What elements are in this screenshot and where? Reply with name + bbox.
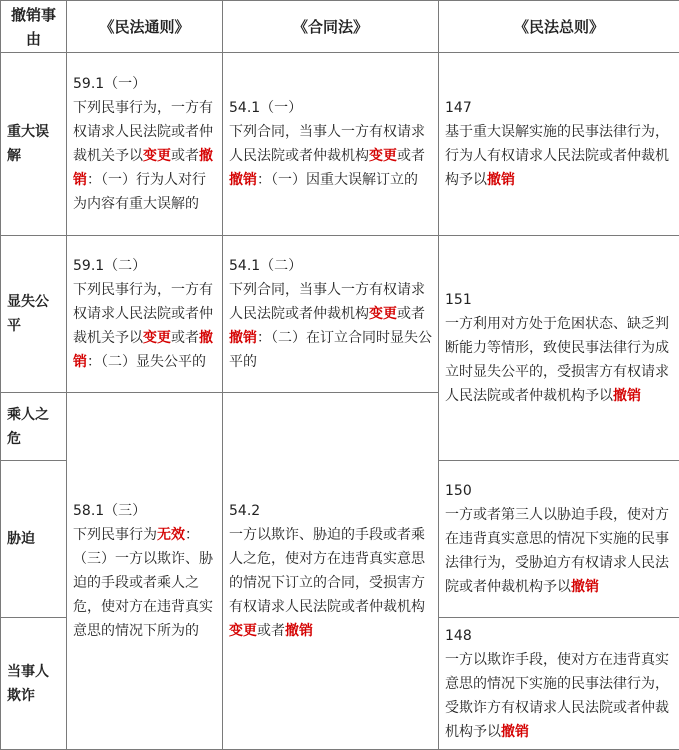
highlight-modify: 变更 xyxy=(369,148,397,164)
article-number: 54.1（二） xyxy=(229,258,303,274)
provision-text: 下列民事行为，一方有权请求人民法院或者仲裁机关予以 xyxy=(73,100,213,164)
cell-coercion-general-provisions xyxy=(439,461,679,618)
provision-text: 或者 xyxy=(257,623,285,639)
provision-text: ：（一）因重大误解订立的 xyxy=(257,172,418,188)
provision-text: ：（三）一方以欺诈、胁迫的手段或者乘人之危，使对方在违背真实意思的情况下所为的 xyxy=(73,527,213,639)
highlight-revoke: 撤销 xyxy=(571,579,599,595)
provision-text: ：（二）在订立合同时显失公平的 xyxy=(229,330,432,370)
provision-text: 下列合同，当事人一方有权请求人民法院或者仲裁机构 xyxy=(229,124,425,164)
provision-text: 一方利用对方处于危困状态、缺乏判断能力等情形，致使民事法律行为成立时显失公平的，受损害方有权请求人民法院或者仲裁机构予以 xyxy=(445,316,669,404)
provision-text: 或者 xyxy=(171,148,199,164)
article-number: 148 xyxy=(445,627,472,644)
highlight-revoke: 撤销 xyxy=(613,388,641,404)
article-number: 59.1（二） xyxy=(73,258,147,274)
cell-major-mistake-contract-law xyxy=(223,53,439,236)
article-number: 147 xyxy=(445,100,472,116)
row-major-mistake xyxy=(1,53,679,236)
highlight-revoke: 撤销 xyxy=(229,172,257,188)
provision-text: 或者 xyxy=(171,330,199,346)
highlight-revoke: 撤销 xyxy=(73,148,213,188)
row-label-party-fraud: 当事人欺诈 xyxy=(1,618,67,750)
provision-text: ：（二）显失公平的 xyxy=(87,354,206,370)
row-label-coercion: 胁迫 xyxy=(1,461,67,618)
cell-coercion-contract-law xyxy=(223,393,439,750)
header-row xyxy=(1,1,679,53)
header-civil-law-general-principles: 《民法通则》 xyxy=(67,1,223,53)
row-label-taking-advantage: 乘人之危 xyxy=(1,393,67,461)
header-revocation-reason: 撤销事由 xyxy=(1,1,67,53)
row-label-major-mistake: 重大误解 xyxy=(1,53,67,236)
highlight-revoke: 撤销 xyxy=(73,330,213,370)
highlight-modify: 变更 xyxy=(229,623,257,639)
highlight-revoke: 撤销 xyxy=(501,723,529,740)
article-number: 54.2 xyxy=(229,503,261,519)
provision-text: 一方以欺诈手段，使对方在违背真实意思的情况下实施的民事法律行为，受欺诈方有权请求人民法院或者仲裁机构予以 xyxy=(445,651,669,740)
article-number: 54.1（一） xyxy=(229,100,303,116)
row-label-obvious-unfairness: 显失公平 xyxy=(1,236,67,393)
cell-major-mistake-general-provisions xyxy=(439,53,679,236)
header-general-provisions: 《民法总则》 xyxy=(439,1,679,53)
provision-text: 下列民事行为 xyxy=(73,527,157,543)
cell-coercion-civil-law xyxy=(67,393,223,750)
row-obvious-unfairness xyxy=(1,236,679,393)
highlight-revoke: 撤销 xyxy=(229,330,257,346)
highlight-revoke: 撤销 xyxy=(487,172,515,188)
header-contract-law: 《合同法》 xyxy=(223,1,439,53)
provision-text: 下列合同，当事人一方有权请求人民法院或者仲裁机构 xyxy=(229,282,425,322)
cell-party-fraud-general-provisions xyxy=(439,618,679,750)
article-number: 59.1（一） xyxy=(73,76,147,92)
provision-text: 或者 xyxy=(397,306,425,322)
cell-major-mistake-civil-law xyxy=(67,53,223,236)
highlight-modify: 变更 xyxy=(369,306,397,322)
cell-obvious-unfairness-civil-law xyxy=(67,236,223,393)
provision-text: 一方以欺诈、胁迫的手段或者乘人之危，使对方在违背真实意思的情况下订立的合同，受损害方有权请求人民法院或者仲裁机构 xyxy=(229,527,425,615)
article-number: 150 xyxy=(445,483,472,499)
article-number: 151 xyxy=(445,292,472,308)
cell-obvious-unfairness-contract-law xyxy=(223,236,439,393)
highlight-void: 无效 xyxy=(157,527,185,543)
highlight-revoke: 撤销 xyxy=(285,623,313,639)
provision-text: 基于重大误解实施的民事法律行为，行为人有权请求人民法院或者仲裁机构予以 xyxy=(445,124,669,188)
cell-obvious-unfairness-general-provisions xyxy=(439,236,679,461)
provision-text: 一方或者第三人以胁迫手段，使对方在违背真实意思的情况下实施的民事法律行为，受胁迫方有权请求人民法院或者仲裁机构予以 xyxy=(445,507,669,595)
highlight-modify: 变更 xyxy=(143,148,171,164)
provision-text: ：（一）行为人对行为内容有重大误解的 xyxy=(73,172,206,212)
article-number: 58.1（三） xyxy=(73,503,147,519)
provision-text: 下列民事行为，一方有权请求人民法院或者仲裁机关予以 xyxy=(73,282,213,346)
provision-text: 或者 xyxy=(397,148,425,164)
highlight-modify: 变更 xyxy=(143,330,171,346)
